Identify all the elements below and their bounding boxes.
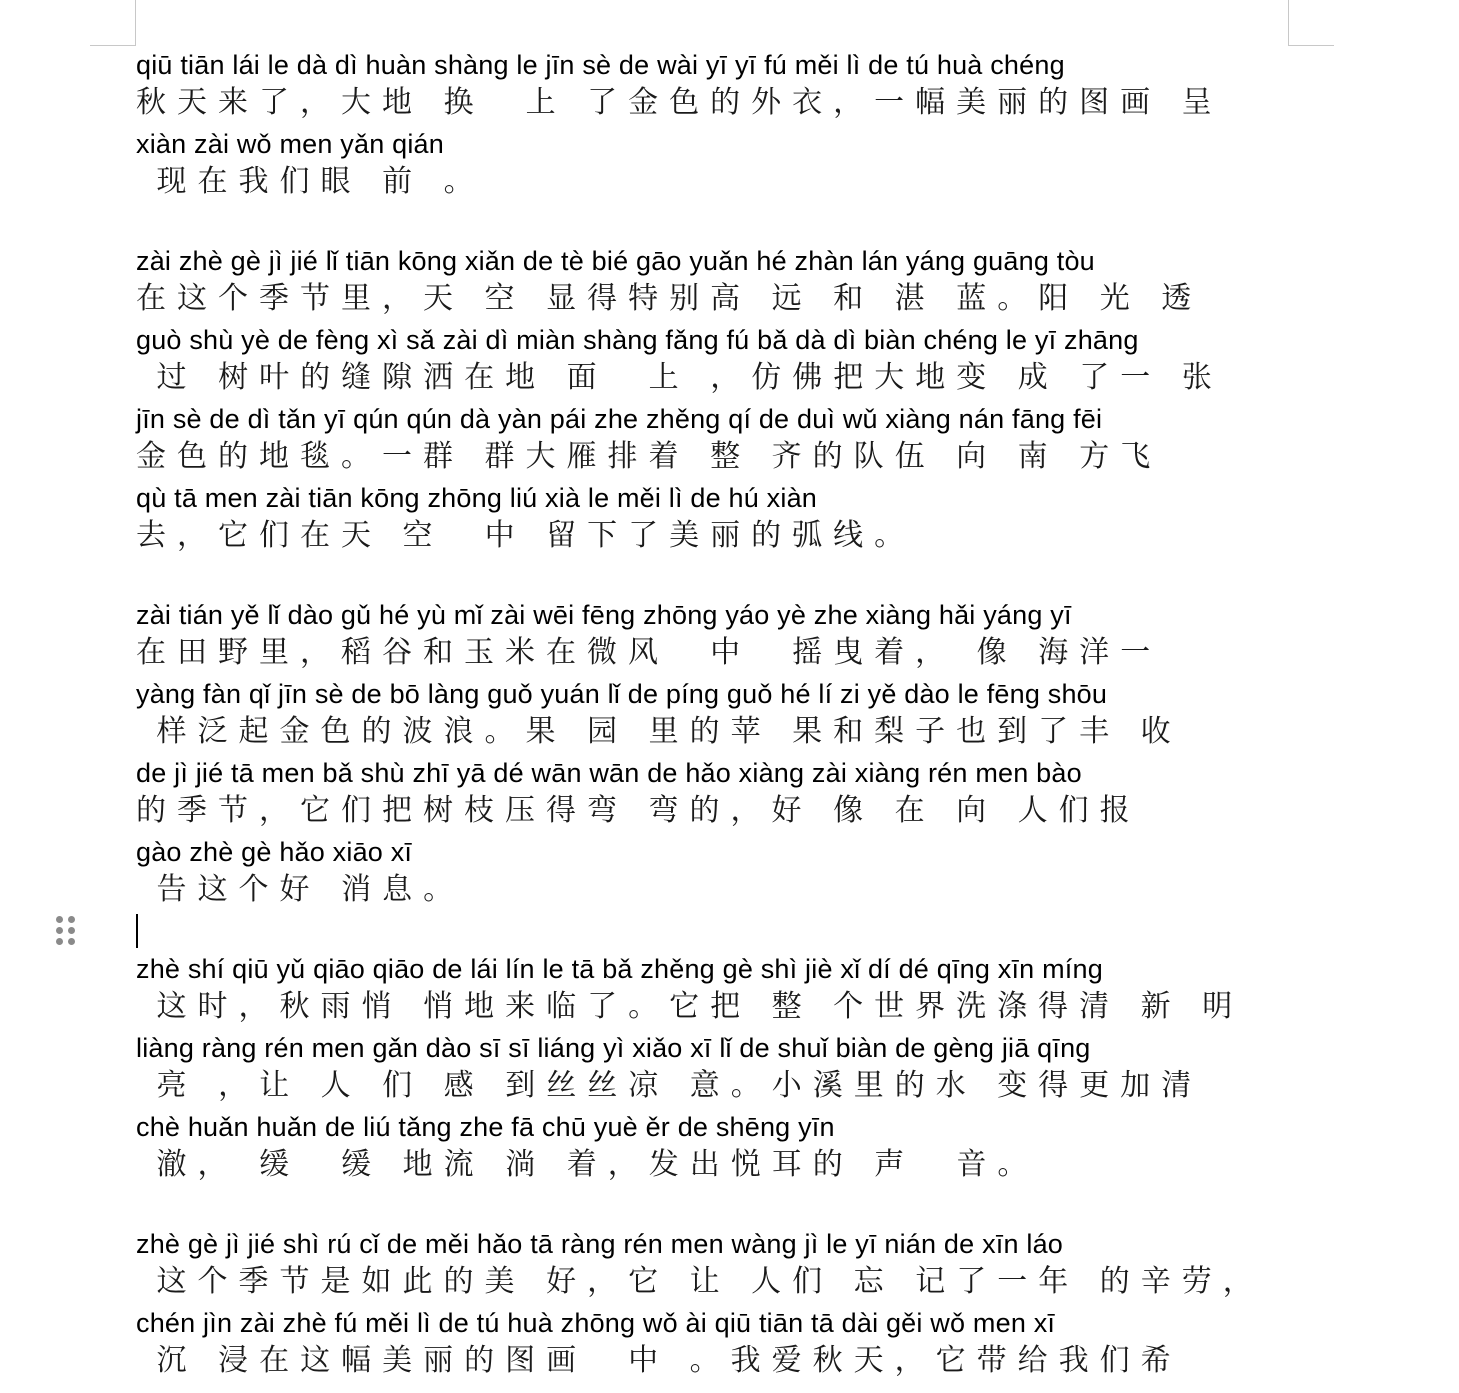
empty-line-with-cursor[interactable] <box>136 912 1296 950</box>
pinyin-line: liàng ràng rén men gǎn dào sī sī liáng yì xiǎo xī lǐ de shuǐ biàn de gèng jiā qīng <box>136 1033 1091 1063</box>
page-corner-mark <box>90 45 136 46</box>
pinyin-line: yàng fàn qǐ jīn sè de bō làng guǒ yuán lǐ de píng guǒ hé lí zi yě dào le fēng shōu <box>136 679 1108 709</box>
hanzi-line: 告这个好 消息。 <box>136 872 465 907</box>
paragraph[interactable] <box>136 596 1296 912</box>
pinyin-line: guò shù yè de fèng xì sǎ zài dì miàn shàng fǎng fú bǎ dà dì biàn chéng le yī zhāng <box>136 325 1139 355</box>
hanzi-line: 过 树叶的缝隙洒在地 面 上 ，仿佛把大地变 成 了一 张 <box>136 360 1223 395</box>
pinyin-line: zhè shí qiū yǔ qiāo qiāo de lái lín le tā bǎ zhěng gè shì jiè xǐ dí dé qīng xīn míng <box>136 954 1103 984</box>
paragraph[interactable] <box>136 242 1296 558</box>
pinyin-line: de jì jié tā men bǎ shù zhī yā dé wān wān de hǎo xiàng zài xiàng rén men bào <box>136 758 1082 788</box>
pinyin-line: jīn sè de dì tǎn yī qún qún dà yàn pái zhe zhěng qí de duì wǔ xiàng nán fāng fēi <box>136 404 1103 434</box>
hanzi-line: 现在我们眼 前 。 <box>136 164 485 199</box>
hanzi-line: 在这个季节里，天 空 显得特别高 远 和 湛 蓝。阳 光 透 <box>136 281 1203 316</box>
pinyin-line: gào zhè gè hǎo xiāo xī <box>136 837 413 867</box>
pinyin-line: zhè gè jì jié shì rú cǐ de měi hǎo tā ràng rén men wàng jì le yī nián de xīn láo <box>136 1229 1064 1259</box>
paragraph[interactable] <box>136 46 1296 204</box>
pinyin-line: qù tā men zài tiān kōng zhōng liú xià le měi lì de hú xiàn <box>136 483 817 513</box>
text-cursor <box>136 914 138 948</box>
hanzi-line: 这个季节是如此的美 好，它 让 人们 忘 记了一年 的辛劳， <box>136 1264 1264 1299</box>
hanzi-line: 亮 ，让 人 们 感 到丝丝凉 意。小溪里的水 变得更加清 <box>136 1068 1203 1103</box>
drag-handle-icon[interactable] <box>56 916 76 946</box>
hanzi-line: 澈， 缓 缓 地流 淌 着，发出悦耳的 声 音。 <box>136 1147 1039 1182</box>
empty-line <box>136 1187 1296 1225</box>
pinyin-line: zài tián yě lǐ dào gǔ hé yù mǐ zài wēi fēng zhōng yáo yè zhe xiàng hǎi yáng yī <box>136 600 1072 630</box>
page-corner-mark <box>135 0 136 46</box>
pinyin-line: zài zhè gè jì jié lǐ tiān kōng xiǎn de tè bié gāo yuǎn hé zhàn lán yáng guāng tòu <box>136 246 1095 276</box>
hanzi-line: 这时，秋雨悄 悄地来临了。它把 整 个世界洗涤得清 新 明 <box>136 989 1244 1024</box>
hanzi-line: 秋天来了，大地 换 上 了金色的外衣，一幅美丽的图画 呈 <box>136 85 1223 120</box>
hanzi-line: 金色的地毯。一群 群大雁排着 整 齐的队伍 向 南 方飞 <box>136 439 1162 474</box>
page-corner-mark <box>1288 0 1289 46</box>
hanzi-line: 去，它们在天 空 中 留下了美丽的弧线。 <box>136 518 916 553</box>
hanzi-line: 沉 浸在这幅美丽的图画 中 。我爱秋天，它带给我们希 <box>136 1343 1182 1378</box>
pinyin-line: chén jìn zài zhè fú měi lì de tú huà zhōng wǒ ài qiū tiān tā dài gěi wǒ men xī <box>136 1308 1056 1338</box>
pinyin-line: qiū tiān lái le dà dì huàn shàng le jīn sè de wài yī yī fú měi lì de tú huà chéng <box>136 50 1065 80</box>
hanzi-line: 样泛起金色的波浪。果 园 里的苹 果和梨子也到了丰 收 <box>136 714 1182 749</box>
pinyin-line: chè huǎn huǎn de liú tǎng zhe fā chū yuè ěr de shēng yīn <box>136 1112 835 1142</box>
empty-line <box>136 558 1296 596</box>
paragraph[interactable] <box>136 1225 1296 1383</box>
hanzi-line: 的季节，它们把树枝压得弯 弯的，好 像 在 向 人们报 <box>136 793 1141 828</box>
empty-line <box>136 204 1296 242</box>
hanzi-line: 在田野里，稻谷和玉米在微风 中 摇曳着， 像 海洋一 <box>136 635 1162 670</box>
paragraph[interactable] <box>136 950 1296 1187</box>
document-body[interactable] <box>136 46 1296 1383</box>
pinyin-line: xiàn zài wǒ men yǎn qián <box>136 129 444 159</box>
